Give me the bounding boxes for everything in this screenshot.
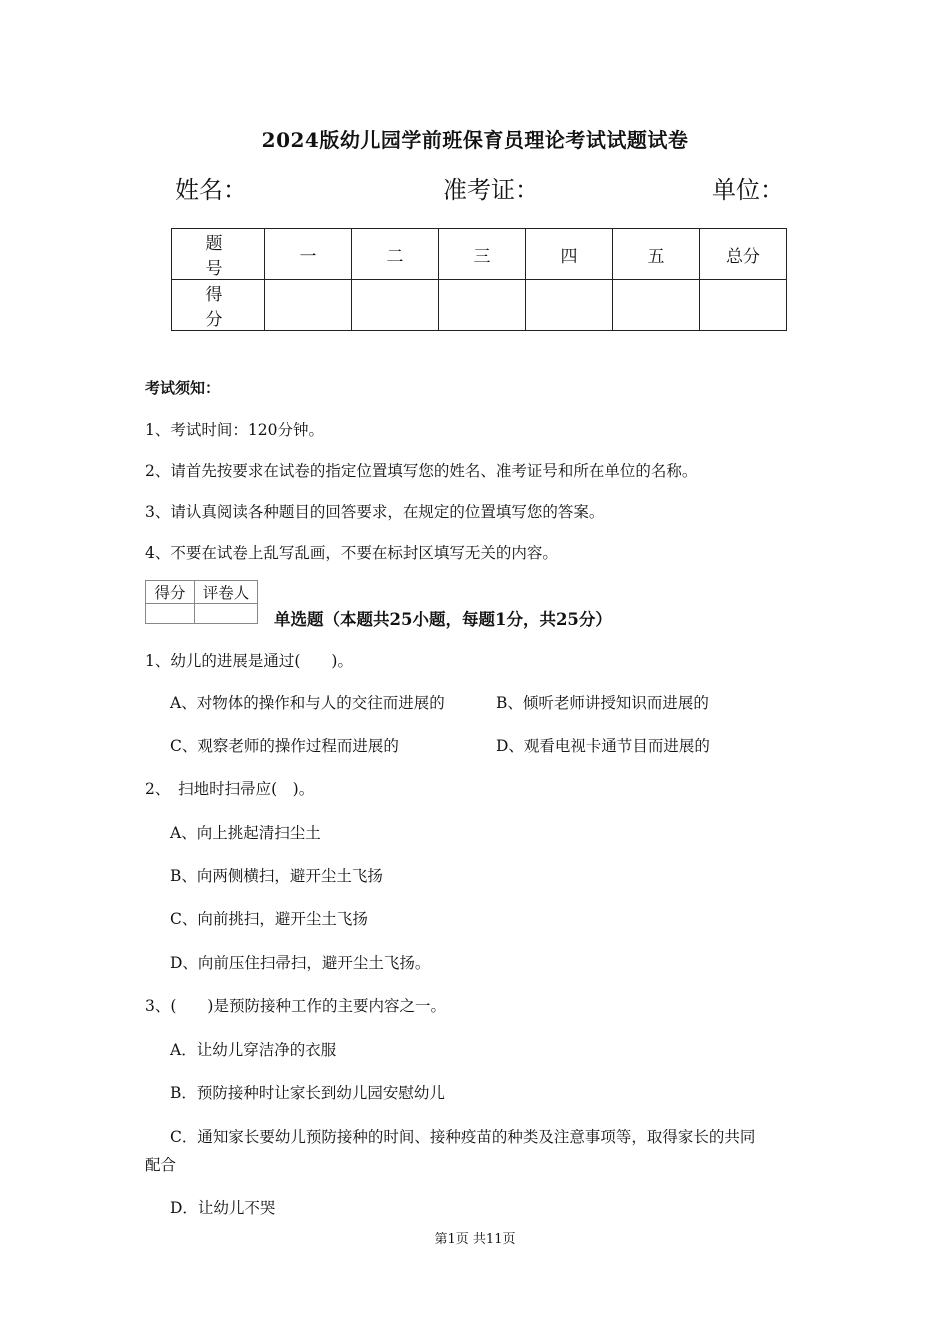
score-table-score-row [172,280,787,331]
notice-item: 4、不要在试卷上乱写乱画，不要在标封区填写无关的内容。 [145,544,558,562]
name-field-label: 姓名： [175,176,247,204]
score-header-cell: 题 号 [172,229,265,280]
score-input-cell[interactable] [700,280,787,331]
score-input-cell[interactable] [439,280,526,331]
score-input-cell[interactable] [352,280,439,331]
option-d: D、向前压住扫帚扫，避开尘土飞扬。 [170,954,431,972]
score-input-cell[interactable] [526,280,613,331]
page-title: 2024版幼儿园学前班保育员理论考试试题试卷 [261,128,689,152]
option-c-continued: 配合 [145,1156,177,1174]
score-header-cell: 总分 [700,229,787,280]
score-table-header-row [172,229,787,280]
option-c: C、观察老师的操作过程而进展的 [170,737,399,755]
notice-item: 2、请首先按要求在试卷的指定位置填写您的姓名、准考证号和所在单位的名称。 [145,462,698,480]
unit-field-label: 单位： [712,176,784,204]
option-b: B．预防接种时让家长到幼儿园安慰幼儿 [170,1084,445,1102]
option-d: D．让幼儿不哭 [170,1199,276,1217]
option-a: A、向上挑起清扫尘土 [170,824,321,842]
score-header-cell: 二 [352,229,439,280]
notice-heading: 考试须知： [145,379,221,397]
score-table [171,228,787,331]
score-header-cell: 四 [526,229,613,280]
score-input-cell[interactable] [613,280,700,331]
page-footer: 第1页 共11页 [434,1232,516,1247]
option-b: B、向两侧横扫，避开尘土飞扬 [170,867,383,885]
question-stem: 1、幼儿的进展是通过( )。 [145,652,353,670]
notice-item: 3、请认真阅读各种题目的回答要求，在规定的位置填写您的答案。 [145,503,605,521]
option-b: B、倾听老师讲授知识而进展的 [496,694,709,712]
question-stem: 2、 扫地时扫帚应( )。 [145,780,315,798]
score-row-label: 得 分 [172,280,265,331]
grader-name-cell[interactable] [195,604,258,624]
grader-score-cell[interactable] [146,604,195,624]
grader-table [145,580,258,624]
grader-score-label: 得分 [146,581,195,604]
question-stem: 3、( )是预防接种工作的主要内容之一。 [145,997,446,1015]
option-a: A．让幼儿穿洁净的衣服 [170,1041,337,1059]
score-header-cell: 五 [613,229,700,280]
option-c: C．通知家长要幼儿预防接种的时间、接种疫苗的种类及注意事项等，取得家长的共同 [170,1128,756,1146]
option-d: D、观看电视卡通节目而进展的 [496,737,710,755]
score-header-cell: 一 [265,229,352,280]
score-input-cell[interactable] [265,280,352,331]
exam-id-field-label: 准考证： [443,176,539,204]
option-c: C、向前挑扫，避开尘土飞扬 [170,910,368,928]
section-title: 单选题（本题共25小题，每题1分，共25分） [274,610,612,629]
option-a: A、对物体的操作和与人的交往而进展的 [170,694,445,712]
score-header-cell: 三 [439,229,526,280]
notice-item: 1、考试时间：120分钟。 [145,421,324,439]
grader-name-label: 评卷人 [195,581,258,604]
